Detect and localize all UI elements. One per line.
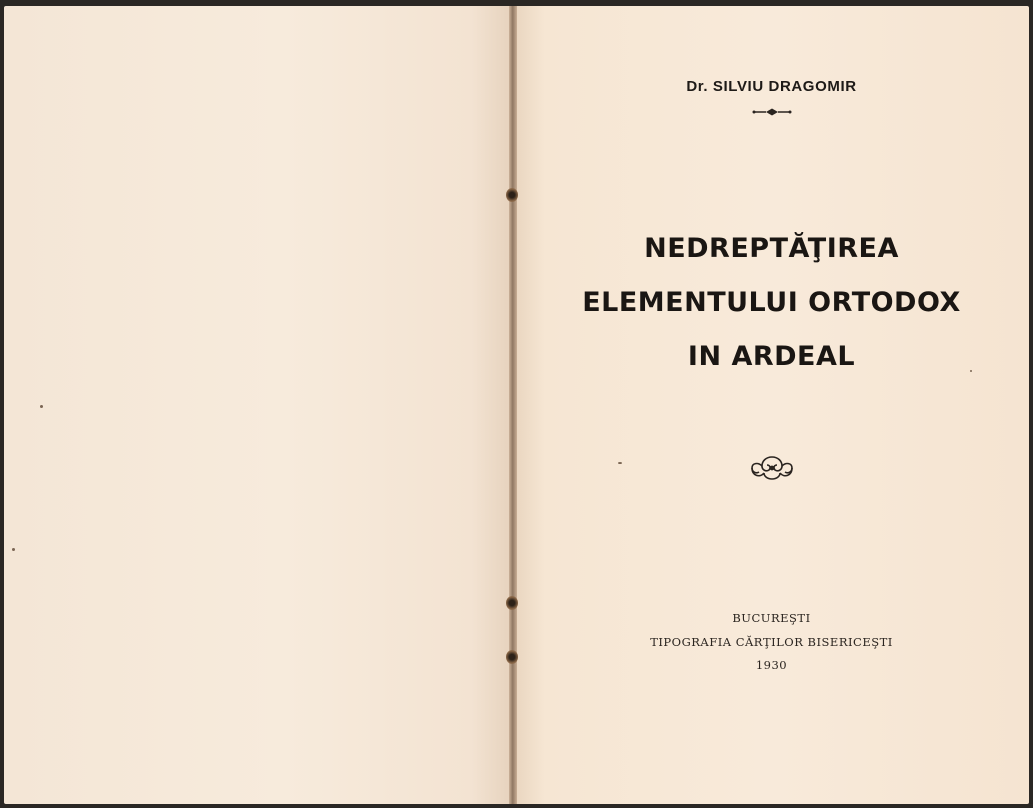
title-line-3: IN ARDEAL [687, 341, 856, 372]
paper-speck [40, 405, 43, 408]
title-line-1: NEDREPTĂŢIREA [644, 233, 899, 264]
imprint-publisher: TIPOGRAFIA CĂRŢILOR BISERICEŞTI [650, 635, 893, 649]
title-page [514, 6, 1029, 804]
scroll-flourish-ornament-icon [514, 451, 1029, 485]
imprint-city: BUCUREŞTI [732, 611, 811, 625]
book-spine [509, 6, 517, 804]
small-scroll-ornament-icon [514, 104, 1029, 114]
book-title [514, 222, 1029, 384]
author-name: Dr. SILVIU DRAGOMIR [686, 78, 857, 95]
paper-speck [12, 548, 15, 551]
title-line-2: ELEMENTULUI ORTODOX [582, 287, 961, 318]
left-blank-page [4, 6, 512, 804]
imprint-year: 1930 [755, 658, 788, 672]
binding-hole [506, 188, 518, 202]
binding-hole [506, 596, 518, 610]
